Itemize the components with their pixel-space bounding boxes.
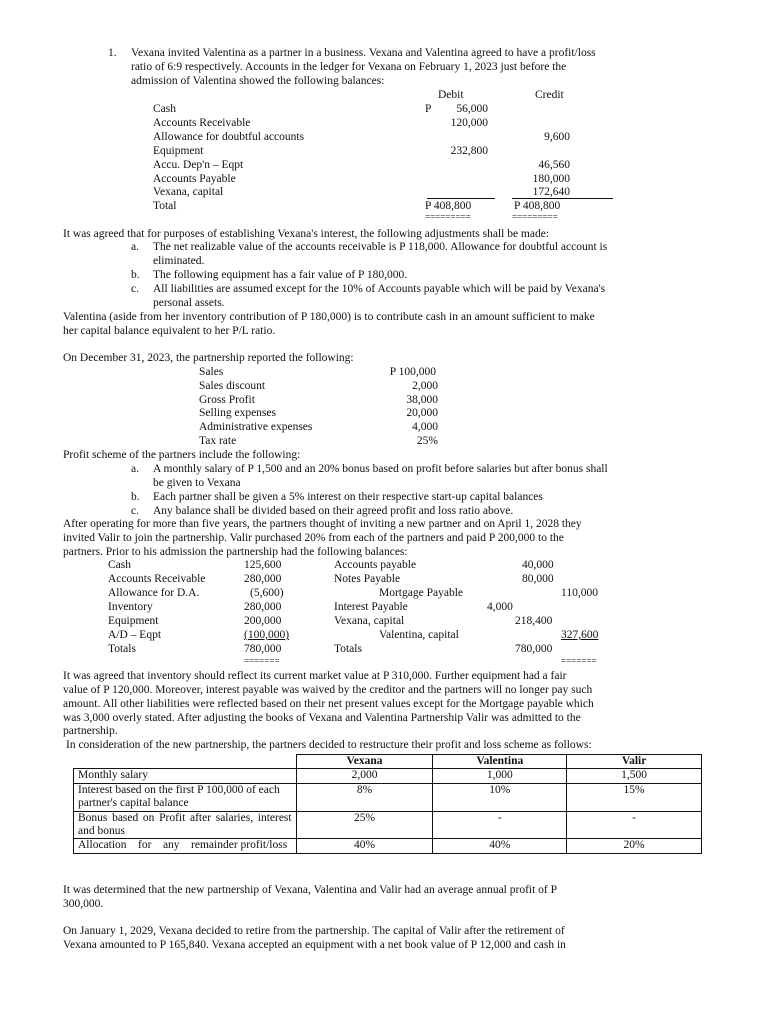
- adj-text: All liabilities are assumed except for the 10% of Accounts payable which will be paid by Vexana's: [153, 283, 606, 295]
- bal-right-name: Interest Payable: [334, 601, 408, 613]
- double-underline: =======: [561, 656, 597, 666]
- bal-right-value: 40,000: [522, 559, 554, 571]
- dec-value: 25%: [416, 435, 438, 447]
- ledger-name: Accounts Receivable: [153, 117, 251, 129]
- retirement-line-2: Vexana amounted to P 165,840. Vexana accepted an equipment with a net book value of P 12,000 and cash in: [63, 939, 566, 951]
- row-label: Monthly salary: [74, 769, 297, 783]
- bal-left-name: Equipment: [108, 615, 159, 627]
- ledger-name: Accu. Dep'n – Eqpt: [153, 159, 244, 171]
- adj-label: b.: [131, 269, 140, 281]
- col-debit: Debit: [438, 89, 464, 101]
- table-row: [74, 811, 702, 839]
- rule-line: [427, 198, 495, 199]
- profit-loss-table: [73, 754, 702, 854]
- table-header: Valir: [567, 755, 702, 769]
- bal-left-name: Accounts Receivable: [108, 573, 206, 585]
- intro-line-2: ratio of 6:9 respectively. Accounts in the ledger for Vexana on February 1, 2023 just before the: [131, 61, 567, 73]
- bal-left-name: Inventory: [108, 601, 153, 613]
- ledger-debit: 120,000: [450, 117, 488, 129]
- dec-value: 38,000: [406, 394, 438, 406]
- table-row: [74, 783, 702, 811]
- adj-text: The net realizable value of the accounts receivable is P 118,000. Allowance for doubtful account is: [153, 241, 608, 253]
- dec-item: Sales: [199, 366, 224, 378]
- ledger-name: Cash: [153, 103, 176, 115]
- row-label: Interest based on the first P 100,000 of each partner's capital balance: [74, 783, 297, 811]
- ledger-debit: 232,800: [450, 145, 488, 157]
- valir-line-2: invited Valir to join the partnership. Valir purchased 20% from each of the partners and paid P 200,000 to the: [63, 532, 564, 544]
- table-cell: 2,000: [296, 769, 433, 783]
- scheme-label: a.: [131, 463, 139, 475]
- bal-left-name: Totals: [108, 643, 136, 655]
- scheme-text: A monthly salary of P 1,500 and an 20% bonus based on profit before salaries but after bonus shall: [153, 463, 608, 475]
- adjust-line-4: was 3,000 overly stated. After adjusting the books of Vexana and Valentina Partnership Valir was admitted to the: [63, 712, 581, 724]
- scheme-text: Each partner shall be given a 5% interest on their respective start-up capital balances: [153, 491, 543, 503]
- adjust-line-2: value of P 120,000. Moreover, interest payable was waived by the creditor and the partners will no longer pay such: [63, 684, 593, 696]
- row-label: Bonus based on Profit after salaries, interest and bonus: [74, 811, 297, 839]
- restructure-line: In consideration of the new partnership, the partners decided to restructure their profit and loss scheme as follows:: [66, 739, 592, 751]
- december-intro: On December 31, 2023, the partnership reported the following:: [63, 352, 354, 364]
- dec-value: 4,000: [412, 421, 438, 433]
- bal-left-value: 280,000: [244, 573, 282, 585]
- bal-left-name: Cash: [108, 559, 131, 571]
- double-underline: =========: [425, 212, 471, 222]
- bal-left-value: 780,000: [244, 643, 282, 655]
- bal-right-value: 780,000: [515, 643, 553, 655]
- table-cell: 1,000: [433, 769, 567, 783]
- intro-line-1: Vexana invited Valentina as a partner in a business. Vexana and Valentina agreed to have a profit/loss: [131, 47, 596, 59]
- dec-item: Selling expenses: [199, 407, 276, 419]
- table-corner: [74, 755, 297, 769]
- ledger-credit: 172,640: [532, 186, 570, 198]
- agreed-line: It was agreed that for purposes of establishing Vexana's interest, the following adjustments shall be made:: [63, 228, 550, 240]
- adjust-line-1: It was agreed that inventory should reflect its current market value at P 310,000. Further equipment had a fair: [63, 670, 567, 682]
- question-number: 1.: [108, 47, 117, 59]
- bal-right-name: Vexana, capital: [334, 615, 405, 627]
- adj-text: eliminated.: [153, 255, 205, 267]
- scheme-text: Any balance shall be divided based on their agreed profit and loss ratio above.: [153, 505, 514, 517]
- adj-label: a.: [131, 241, 139, 253]
- table-cell: 10%: [433, 783, 567, 811]
- bal-left-value: 200,000: [244, 615, 282, 627]
- rule-line: [512, 198, 613, 199]
- adjust-line-3: amount. All other liabilities were reflected based on their net present values except for the Mortgage payable which: [63, 698, 594, 710]
- bal-left-value: (5,600): [250, 587, 284, 599]
- bal-left-name: A/D – Eqpt: [108, 629, 162, 641]
- bal-right-value: 110,000: [561, 587, 598, 599]
- bal-right-name: Accounts payable: [334, 559, 417, 571]
- bal-right-name: Mortgage Payable: [379, 587, 463, 599]
- scheme-label: b.: [131, 491, 140, 503]
- table-cell: -: [433, 811, 567, 839]
- table-cell: 40%: [296, 839, 433, 853]
- table-cell: 1,500: [567, 769, 702, 783]
- table-header: Vexana: [296, 755, 433, 769]
- dec-item: Gross Profit: [199, 394, 255, 406]
- peso-sign: P: [425, 103, 432, 115]
- table-cell: 20%: [567, 839, 702, 853]
- scheme-label: c.: [131, 505, 139, 517]
- dec-value: 20,000: [406, 407, 438, 419]
- dec-item: Tax rate: [199, 435, 237, 447]
- bal-right-name: Notes Payable: [334, 573, 401, 585]
- dec-item: Sales discount: [199, 380, 266, 392]
- table-cell: 40%: [433, 839, 567, 853]
- dec-value: 2,000: [412, 380, 438, 392]
- bal-right-name: Totals: [334, 643, 362, 655]
- bal-left-name: Allowance for D.A.: [108, 587, 200, 599]
- ledger-name: Equipment: [153, 145, 204, 157]
- valentina-line-1: Valentina (aside from her inventory contribution of P 180,000) is to contribute cash in an amount sufficient to make: [63, 311, 595, 323]
- ledger-credit: 180,000: [532, 173, 570, 185]
- table-cell: 25%: [296, 811, 433, 839]
- table-header-row: [74, 755, 702, 769]
- ledger-debit: 56,000: [456, 103, 488, 115]
- average-profit-line-2: 300,000.: [63, 898, 104, 910]
- dec-item: Administrative expenses: [199, 421, 313, 433]
- scheme-intro: Profit scheme of the partners include the following:: [63, 449, 301, 461]
- double-underline: =======: [244, 656, 280, 666]
- adj-text: The following equipment has a fair value of P 180,000.: [153, 269, 408, 281]
- ledger-name: Allowance for doubtful accounts: [153, 131, 305, 143]
- bal-right-value: 218,400: [515, 615, 553, 627]
- bal-right-value: 4,000: [487, 601, 513, 613]
- ledger-name: Vexana, capital: [153, 186, 224, 198]
- intro-line-3: admission of Valentina showed the following balances:: [131, 75, 385, 87]
- average-profit-line-1: It was determined that the new partnership of Vexana, Valentina and Valir had an average annual profit of P: [63, 884, 558, 896]
- table-row: [74, 839, 702, 853]
- ledger-credit: 46,560: [538, 159, 570, 171]
- ledger-credit-total: P 408,800: [514, 200, 561, 212]
- adj-text: personal assets.: [153, 297, 225, 309]
- ledger-debit-total: P 408,800: [425, 200, 472, 212]
- double-underline: =========: [512, 212, 558, 222]
- bal-right-value: 327,600: [561, 629, 599, 641]
- retirement-line-1: On January 1, 2029, Vexana decided to retire from the partnership. The capital of Valir after the retirement of: [63, 925, 565, 937]
- table-cell: 15%: [567, 783, 702, 811]
- ledger-credit: 9,600: [544, 131, 570, 143]
- valir-line-3: partners. Prior to his admission the partnership had the following balances:: [63, 546, 408, 558]
- table-cell: 8%: [296, 783, 433, 811]
- adjust-line-5: partnership.: [63, 725, 118, 737]
- col-credit: Credit: [535, 89, 564, 101]
- table-header: Valentina: [433, 755, 567, 769]
- ledger-name: Accounts Payable: [153, 173, 236, 185]
- bal-right-value: 80,000: [522, 573, 554, 585]
- row-label: Allocation for any remainder profit/loss: [74, 839, 297, 853]
- scheme-text: be given to Vexana: [153, 477, 241, 489]
- valentina-line-2: her capital balance equivalent to her P/L ratio.: [63, 325, 276, 337]
- dec-value: P 100,000: [389, 366, 436, 378]
- adj-label: c.: [131, 283, 139, 295]
- table-cell: -: [567, 811, 702, 839]
- table-row: [74, 769, 702, 783]
- valir-line-1: After operating for more than five years, the partners thought of inviting a new partner and on April 1, 2028 they: [63, 518, 582, 530]
- bal-left-value: 280,000: [244, 601, 282, 613]
- bal-right-name: Valentina, capital: [379, 629, 459, 641]
- bal-left-value: (100,000): [244, 629, 290, 641]
- ledger-name: Total: [153, 200, 177, 212]
- bal-left-value: 125,600: [244, 559, 282, 571]
